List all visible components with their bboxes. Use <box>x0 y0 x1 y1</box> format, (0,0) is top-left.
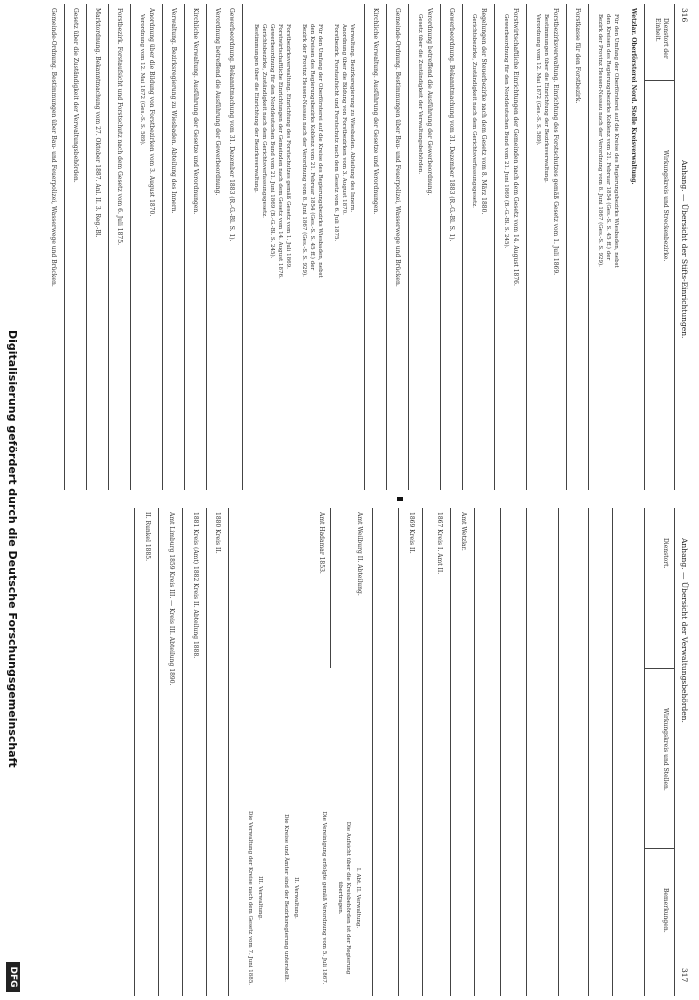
remark-text: I. Abt. II. Verwaltung. <box>355 867 361 929</box>
row-rule <box>86 4 87 490</box>
entry-text: Kirchliche Verwaltung. Ausführung der Gesetze und Verordnungen. <box>192 8 199 215</box>
dfg-logo: DFG <box>6 962 20 992</box>
entry-text: Verordnung vom 12. Mai 1872 (Ges.-S. S. 589). <box>139 14 145 146</box>
remark-text: Die Vereinigung erfolgte gemäß Verordnung vom 5. Juli 1867. <box>321 811 327 985</box>
remark-text: III. Verwaltung. <box>257 876 263 920</box>
paragraph-line: Verwaltung. Bezirksregierung zu Wiesbaden. Abteilung des Innern. <box>349 24 355 213</box>
entry-text: Forstbezirksverwaltung. Einrichtung des Forstschutzes gemäß Gesetz vom 1. Juli 1869. <box>552 8 559 276</box>
entry-text: Amt Hadamar 1853. <box>318 512 325 574</box>
row-rule <box>206 508 207 996</box>
row-rule <box>494 4 495 490</box>
header-divider <box>645 668 675 669</box>
row-rule <box>330 508 331 668</box>
right-running-head: Anhang. — Übersicht der Verwaltungsbehörden. <box>680 538 689 723</box>
entry-text: Für den Umfang der Oberförsterei auf die Kreise des Regierungsbezirks Wiesbaden, nebst <box>613 14 619 268</box>
paragraph-line: Forstbezirk. Forstaufsicht und Forstschutz nach dem Gesetz vom 6. Juli 1875. <box>333 24 339 242</box>
row-rule <box>184 4 185 490</box>
row-rule <box>440 4 441 490</box>
banner-text: Digitalisierung gefördert durch die Deutsche Forschungsgemeinschaft <box>6 330 19 768</box>
row-rule <box>182 508 183 996</box>
column-header-remarks: Bemerkungen. <box>662 888 669 933</box>
entry-text: Marktordnung. Bekanntmachung vom 27. Oktober 1887. Anl. II. 3. Reg.-Bl. <box>94 8 101 238</box>
entry-text: Kirchliche Verwaltung. Ausführung der Gesetze und Verordnungen. <box>372 8 379 215</box>
entry-text: Bezirk der Provinz Hessen-Nassau nach der Verordnung vom 8. Juni 1867 (Ges.-S. S. 929). <box>597 14 603 267</box>
header-divider <box>645 80 675 81</box>
row-rule <box>526 4 527 490</box>
row-rule <box>386 4 387 490</box>
entry-text: den Kreisen des Regierungsbezirks Koblenz vom 21. Februar 1854 (Ges.-S. S. 45 ff.) der <box>605 14 611 261</box>
row-rule <box>612 508 613 996</box>
row-rule <box>422 508 423 996</box>
entry-text: Forstwirtschaftliche Einrichtungen der Gemeinden nach dem Gesetz vom 14. August 1876. <box>512 8 519 286</box>
column-header-location: Dienstort. <box>662 538 669 569</box>
entry-text: Anordnung über die Bildung von Forstbezirken vom 3. August 1870. <box>148 8 155 217</box>
row-rule <box>108 4 109 490</box>
column-header-location: Dienstort der Einheit. <box>654 18 669 59</box>
entry-text: Verordnung betreffend die Ausführung der Gewerbeordnung. <box>426 8 433 196</box>
row-rule <box>408 4 409 490</box>
entry-text: Amt Weilburg II. Abteilung. <box>356 512 363 596</box>
row-rule <box>500 508 501 996</box>
entry-text: Gemeinde-Ordnung. Bestimmungen über Bau- und Feuerpolizei, Wasserwege und Brücken. <box>50 8 57 287</box>
row-rule <box>228 508 229 996</box>
row-rule <box>158 508 159 996</box>
column-header-scope: Wirkungskreis und Stellen. <box>662 708 669 791</box>
paragraph-line: den Kreisen des Regierungsbezirks Koblenz vom 21. Februar 1854 (Ges.-S. S. 45 ff.) der <box>309 24 315 271</box>
paragraph-line: Gewerbeordnung für den Norddeutschen Bund vom 21. Juni 1869 (B.-G.-Bl. S. 245). <box>269 24 275 259</box>
entry-text: Gewerbeordnung. Bekanntmachung vom 31. Dezember 1883 (R.-G.-Bl. S. 1). <box>448 8 455 242</box>
remark-text: II. Verwaltung. <box>293 877 299 919</box>
entry-text: Wetzlar. Oberförsterei Nord. Stelle Kreisverwaltung. <box>630 8 637 185</box>
row-rule <box>130 4 131 490</box>
row-rule <box>162 4 163 490</box>
row-rule <box>588 508 589 996</box>
digitization-banner <box>3 0 23 1000</box>
entry-text: 1881 Kreis (Amt) 1882 Kreis II. Abteilung 1888. <box>192 512 199 659</box>
row-rule <box>364 4 365 490</box>
entry-text: Forstbezirk. Forstaufsicht und Forstschutz nach dem Gesetz vom 6. Juli 1875. <box>116 8 123 245</box>
entry-text: Amt Wetzlar. <box>460 512 467 551</box>
row-rule <box>462 4 463 490</box>
entry-text: Gesetz über die Zuständigkeit der Verwaltungsbehörden. <box>417 14 423 175</box>
left-page-number: 316 <box>680 8 689 23</box>
paragraph-line: Forstwirtschaftliche Einrichtungen der Gemeinden nach dem Gesetz vom 14. August 1876. <box>277 24 283 279</box>
entry-text: Gemeinde-Ordnung. Bestimmungen über Bau- und Feuerpolizei, Wasserwege und Brücken. <box>394 8 401 287</box>
right-page-number: 317 <box>680 968 689 983</box>
row-rule <box>566 4 567 490</box>
column-header-scope: Wirkungskreis und Streckenbezirke. <box>662 150 669 262</box>
entry-text: Gerichtsbezirke, Zuständigkeit nach dem Gerichtsverfassungsgesetz. <box>471 14 477 208</box>
row-rule <box>588 4 589 490</box>
row-rule <box>474 508 475 996</box>
remark-text: Die Aufsicht über die Kreisbehörden ist der Regierung übertragen. <box>337 821 351 975</box>
paragraph-line: Für den Umfang der Oberförsterei auf die Kreise des Regierungsbezirks Wiesbaden, nebst <box>317 24 323 278</box>
row-rule <box>372 508 373 996</box>
remark-text: Die Verwaltung der Kreise nach dem Gesetz vom 7. Juni 1885. <box>247 811 253 985</box>
row-rule <box>206 4 207 490</box>
paragraph-line: Bezirk der Provinz Hessen-Nassau nach der Verordnung vom 8. Juni 1867 (Ges.-S. S. 929). <box>301 24 307 277</box>
paragraph-line: Anordnung über die Bildung von Forstbezirken vom 3. August 1870. <box>341 24 347 215</box>
paragraph-line: Forstbezirksverwaltung. Einrichtung des Forstschutzes gemäß Gesetz vom 1. Juli 1869. <box>285 24 291 269</box>
entry-text: Verordnung betreffend die Ausführung der Gewerbeordnung. <box>214 8 221 196</box>
entry-text: Forstkasse für den Forstbezirk. <box>574 8 581 104</box>
row-rule <box>242 4 243 490</box>
paragraph-line: Bestimmungen über die Einrichtung der Bezirksverwaltung. <box>253 24 259 193</box>
header-rule-bottom <box>644 4 645 490</box>
remark-text: Die Kreise und Ämter sind der Bezirksregierung unterstellt. <box>283 814 289 982</box>
row-rule <box>134 508 135 996</box>
entry-text: Regelungen der Steuerbezirke nach dem Gesetz vom 8. März 1880. <box>480 8 487 215</box>
row-rule <box>526 508 527 996</box>
right-page <box>0 508 699 1000</box>
entry-text: Gewerbeordnung für den Norddeutschen Bund vom 21. Juni 1869 (B.-G.-Bl. S. 245). <box>503 14 509 249</box>
row-rule <box>64 4 65 490</box>
header-rule <box>674 508 675 996</box>
left-page <box>0 0 699 494</box>
entry-text: Gewerbeordnung. Bekanntmachung vom 31. Dezember 1883 (R.-G.-Bl. S. 1). <box>228 8 235 242</box>
row-rule <box>558 508 559 996</box>
paragraph-line: Gerichtsbezirke, Zuständigkeit nach dem Gerichtsverfassungsgesetz. <box>261 24 267 218</box>
entry-text: Amt Limburg 1859 Kreis III. — Kreis III. Abteilung 1890. <box>168 512 175 686</box>
entry-text: Verordnung vom 12. Mai 1872 (Ges.-S. S. 589). <box>535 14 541 146</box>
entry-text: 1869 Kreis II. <box>408 512 415 554</box>
header-rule <box>674 4 675 490</box>
entry-text: Gesetz über die Zuständigkeit der Verwaltungsbehörden. <box>72 8 79 183</box>
row-rule <box>398 508 399 996</box>
left-running-head: Anhang. — Übersicht der Stifts-Einrichtungen. <box>680 160 689 339</box>
row-rule <box>450 508 451 996</box>
entry-text: II. Runkel 1885. <box>144 512 151 561</box>
entry-text: 1880 Kreis II. <box>214 512 221 554</box>
entry-text: 1867 Kreis I. Amt II. <box>436 512 443 575</box>
gutter-mark <box>397 497 403 501</box>
entry-text: Bestimmungen über die Einrichtung der Bezirksverwaltung. <box>543 14 549 183</box>
header-rule-bottom <box>644 508 645 996</box>
entry-text: Verwaltung. Bezirksregierung zu Wiesbaden. Abteilung des Innern. <box>170 8 177 214</box>
header-divider <box>645 848 675 849</box>
